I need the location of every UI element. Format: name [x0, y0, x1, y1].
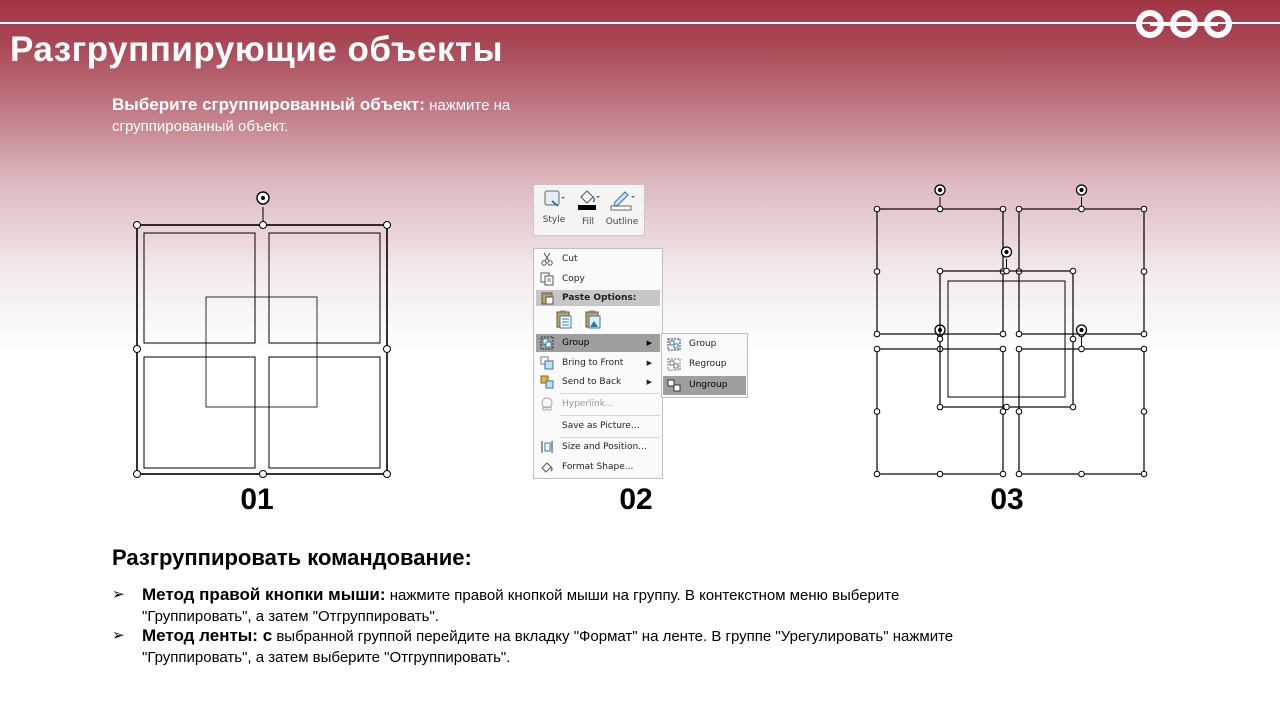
inner-square — [948, 281, 1065, 397]
menu-item-group[interactable]: Group ▶ — [536, 334, 660, 352]
section-heading: Разгруппировать командование: — [112, 545, 472, 570]
submenu-arrow-icon: ▶ — [646, 359, 652, 367]
shape-selection-box[interactable] — [940, 271, 1073, 407]
group-icon — [540, 336, 554, 350]
figure-label-01: 01 — [240, 483, 274, 516]
resize-handle[interactable] — [1000, 346, 1006, 352]
resize-handle[interactable] — [874, 269, 880, 275]
bullet-text: нажмите правой кнопкой мыши на группу. В контекстном меню выберите "Группировать", а затем "Отгруппировать". — [142, 587, 900, 625]
rotation-handle-dot — [1080, 188, 1083, 191]
menu-item-save-as-picture[interactable]: Save as Picture... — [562, 421, 640, 431]
resize-handle[interactable] — [1141, 471, 1147, 477]
group-icon — [667, 338, 681, 351]
chain-logo-icon — [1136, 8, 1232, 40]
copy-icon — [540, 272, 554, 286]
size-position-icon — [540, 440, 554, 454]
resize-handle[interactable] — [1141, 269, 1147, 275]
menu-item-format-shape[interactable]: Format Shape... — [536, 458, 660, 476]
submenu-item-regroup[interactable]: Regroup — [663, 355, 746, 374]
resize-handle[interactable] — [874, 331, 880, 337]
menu-separator — [560, 393, 660, 394]
resize-handle[interactable] — [874, 471, 880, 477]
resize-handle[interactable] — [937, 404, 943, 410]
ribbon-drawing-group — [533, 184, 645, 236]
header-divider-line — [0, 22, 1280, 24]
shape-selection-box[interactable] — [1019, 349, 1144, 474]
resize-handle[interactable] — [1016, 471, 1022, 477]
rotation-handle-icon[interactable] — [257, 192, 269, 204]
ribbon-outline-button[interactable]: Outline — [605, 189, 639, 227]
resize-handle[interactable] — [1070, 336, 1076, 342]
rotation-handle-icon[interactable] — [1077, 325, 1087, 335]
hyperlink-icon — [540, 397, 554, 411]
menu-item-send-to-back[interactable]: Send to Back ▶ — [536, 373, 660, 391]
resize-handle[interactable] — [937, 336, 943, 342]
rotation-handle-icon[interactable] — [935, 185, 945, 195]
intro-bold: Выберите сгруппированный объект: — [112, 95, 425, 114]
menu-item-size-and-position[interactable]: Size and Position... — [536, 438, 660, 456]
scissors-icon — [540, 252, 554, 266]
regroup-icon — [667, 358, 681, 371]
context-menu — [533, 248, 663, 479]
resize-handle[interactable] — [1079, 471, 1085, 477]
ribbon-style-button[interactable]: Style — [537, 189, 571, 225]
shape-style-icon — [543, 189, 565, 209]
paste-keep-formatting-icon[interactable] — [556, 310, 572, 330]
figure-label-02: 02 — [619, 483, 653, 516]
bullet-bold: Метод правой кнопки мыши: — [142, 585, 386, 604]
resize-handle[interactable] — [937, 206, 943, 212]
resize-handle[interactable] — [1016, 409, 1022, 415]
bullet-item — [112, 625, 982, 668]
resize-handle[interactable] — [874, 206, 880, 212]
resize-handle[interactable] — [1141, 409, 1147, 415]
menu-item-bring-to-front[interactable]: Bring to Front ▶ — [536, 354, 660, 372]
submenu-arrow-icon: ▶ — [646, 339, 652, 347]
paste-options-header: Paste Options: — [536, 290, 660, 306]
ungrouped-shape[interactable] — [937, 247, 1076, 410]
resize-handle[interactable] — [1141, 331, 1147, 337]
bullet-text: выбранной группой перейдите на вкладку "Формат" на ленте. В группе "Урегулировать" нажмите "Группировать", а затем выберите "Отгруппировать". — [142, 628, 954, 666]
resize-handle[interactable] — [1004, 268, 1010, 274]
menu-item-hyperlink: Hyperlink... — [536, 395, 660, 413]
send-back-icon — [540, 375, 554, 389]
resize-handle[interactable] — [1141, 206, 1147, 212]
bring-front-icon — [540, 356, 554, 370]
intro-text: нажмите на сгруппированный объект. — [112, 97, 511, 135]
bullet-arrow-icon: ➢ — [112, 586, 125, 603]
resize-handle[interactable] — [874, 409, 880, 415]
resize-handle[interactable] — [1141, 346, 1147, 352]
submenu-arrow-icon: ▶ — [646, 378, 652, 386]
resize-handle[interactable] — [1004, 404, 1010, 410]
rotation-handle-dot — [938, 188, 941, 191]
resize-handle[interactable] — [1016, 206, 1022, 212]
resize-handle[interactable] — [937, 268, 943, 274]
clipboard-icon — [540, 291, 554, 305]
rotation-handle-dot — [1005, 250, 1008, 253]
resize-handle[interactable] — [1070, 268, 1076, 274]
bullet-bold: Метод ленты: с — [142, 626, 273, 645]
resize-handle[interactable] — [1070, 404, 1076, 410]
rotation-handle-icon[interactable] — [1002, 247, 1012, 257]
ribbon-fill-button[interactable]: Fill — [571, 189, 605, 227]
resize-handle[interactable] — [1000, 331, 1006, 337]
resize-handle[interactable] — [874, 346, 880, 352]
pen-outline-icon — [609, 189, 635, 211]
resize-handle[interactable] — [1016, 346, 1022, 352]
menu-item-copy[interactable]: Copy — [536, 270, 660, 288]
resize-handle[interactable] — [1000, 206, 1006, 212]
menu-separator — [560, 415, 660, 416]
resize-handle[interactable] — [1079, 346, 1085, 352]
intro-paragraph — [112, 94, 582, 137]
bullet-arrow-icon: ➢ — [112, 627, 125, 644]
resize-handle[interactable] — [1016, 331, 1022, 337]
ungrouped-shape[interactable] — [1016, 185, 1147, 337]
format-shape-icon — [540, 460, 554, 474]
figure-label-03: 03 — [990, 483, 1024, 516]
rotation-handle-dot — [1080, 328, 1083, 331]
group-submenu — [661, 333, 748, 398]
submenu-item-ungroup[interactable]: Ungroup — [663, 376, 746, 395]
figure-01-grouped-object[interactable] — [128, 186, 398, 484]
ungrouped-shape[interactable] — [1016, 325, 1147, 477]
resize-handle[interactable] — [1000, 471, 1006, 477]
figure-03-ungrouped-objects[interactable] — [866, 180, 1156, 484]
page-title: Разгруппирующие объекты — [10, 30, 504, 69]
submenu-item-group[interactable]: Group — [663, 335, 746, 354]
rotation-handle-icon[interactable] — [1077, 185, 1087, 195]
menu-item-cut[interactable]: Cut — [536, 250, 660, 268]
paste-picture-icon[interactable] — [585, 310, 601, 330]
ungroup-icon — [667, 379, 681, 392]
bullet-item — [112, 584, 982, 627]
resize-handle[interactable] — [1079, 206, 1085, 212]
paint-bucket-icon — [576, 189, 600, 211]
resize-handle[interactable] — [937, 471, 943, 477]
